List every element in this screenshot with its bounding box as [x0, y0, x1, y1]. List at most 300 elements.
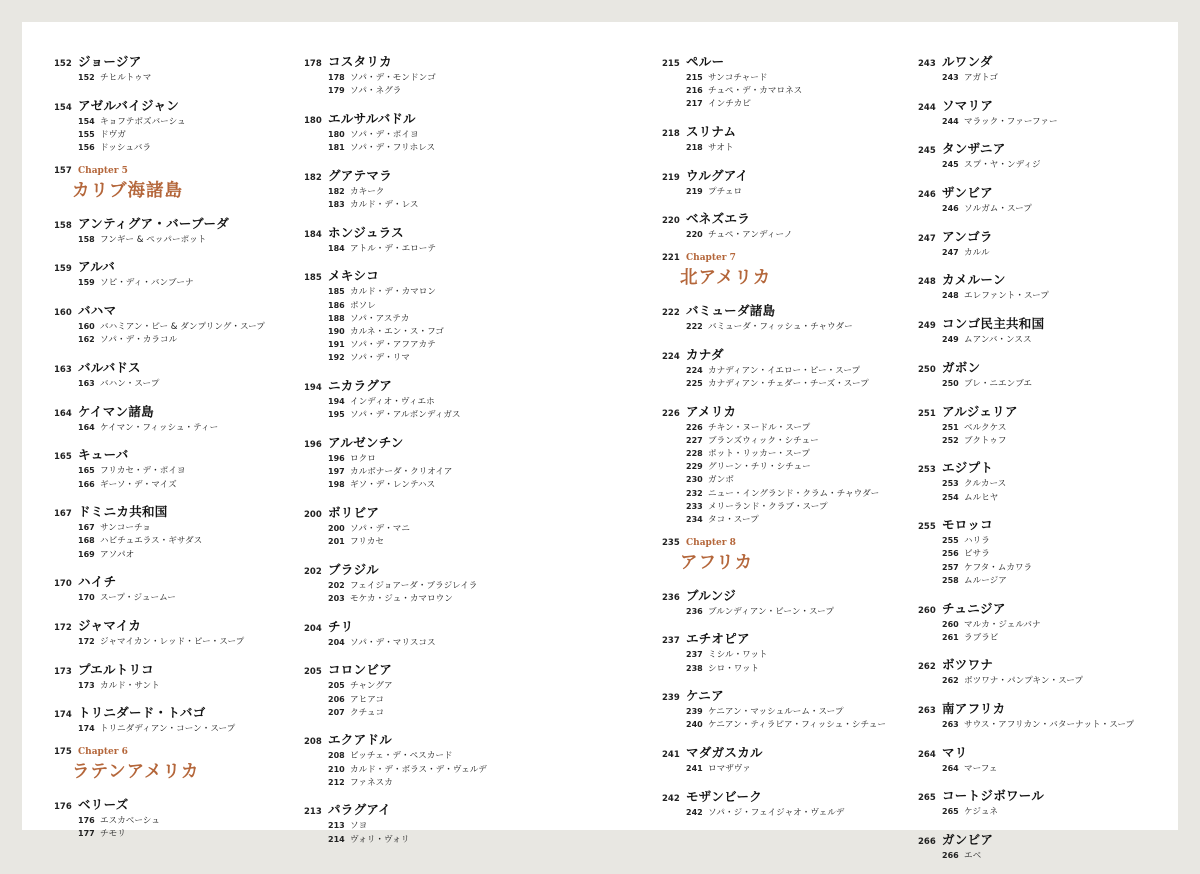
recipe-item[interactable] [304, 325, 564, 338]
recipe-name: カルネ・エン・ス・フゴ [350, 326, 444, 337]
country-page-number: 185 [304, 273, 322, 284]
country-row[interactable] [304, 617, 564, 636]
country-row[interactable] [304, 166, 564, 185]
recipe-page-number: 228 [686, 449, 703, 459]
recipe-item[interactable] [54, 141, 314, 154]
country-name: モロッコ [942, 517, 993, 533]
recipe-item[interactable] [304, 478, 564, 491]
country-row[interactable] [662, 743, 922, 762]
recipe-page-number: 185 [328, 287, 345, 297]
country-row[interactable] [918, 599, 1178, 618]
country-row[interactable] [918, 270, 1178, 289]
country-entry [54, 96, 314, 155]
recipe-page-number: 226 [686, 422, 703, 432]
recipe-item[interactable] [304, 351, 564, 364]
recipe-item[interactable] [918, 71, 1178, 84]
recipe-item[interactable] [54, 591, 314, 604]
country-entry [918, 139, 1178, 171]
country-name: ドミニカ共和国 [78, 504, 168, 520]
recipe-name: ハリラ [964, 536, 990, 547]
recipe-item[interactable] [54, 534, 314, 547]
recipe-page-number: 205 [328, 681, 345, 691]
recipe-page-number: 179 [328, 86, 345, 96]
country-row[interactable] [304, 503, 564, 522]
country-row[interactable] [54, 214, 314, 233]
country-entry [304, 617, 564, 649]
recipe-page-number: 173 [78, 680, 95, 690]
country-page-number: 164 [54, 408, 72, 419]
country-name: チュニジア [942, 600, 1006, 616]
recipe-item[interactable] [662, 364, 922, 377]
recipe-item[interactable] [918, 762, 1178, 775]
country-row[interactable] [662, 402, 922, 421]
chapter-page-number: 235 [662, 537, 680, 548]
country-row[interactable] [662, 586, 922, 605]
recipe-name: マーフェ [964, 763, 998, 774]
country-row[interactable] [54, 795, 314, 814]
country-row[interactable] [662, 52, 922, 71]
recipe-name: ニュー・イングランド・クラム・チャウダー [708, 488, 880, 499]
recipe-page-number: 219 [686, 186, 703, 196]
recipe-item[interactable] [54, 521, 314, 534]
recipe-name: ソヨ [350, 821, 368, 832]
country-entry [918, 830, 1178, 862]
country-row[interactable] [662, 122, 922, 141]
country-entry [662, 301, 922, 333]
recipe-item[interactable] [662, 705, 922, 718]
recipe-item[interactable] [304, 128, 564, 141]
recipe-item[interactable] [54, 320, 314, 333]
recipe-name: バハン・スープ [100, 379, 160, 389]
country-name: ケイマン諸島 [78, 403, 154, 419]
chapter-heading [54, 747, 314, 783]
country-entry [54, 214, 314, 246]
recipe-name: ドヴガ [100, 129, 126, 140]
country-row[interactable] [918, 786, 1178, 805]
recipe-name: グリーン・チリ・シチュー [708, 462, 811, 473]
country-entry [54, 445, 314, 490]
recipe-item[interactable] [662, 421, 922, 434]
recipe-page-number: 197 [328, 467, 345, 476]
country-page-number: 202 [304, 566, 322, 577]
country-row[interactable] [54, 257, 314, 276]
country-name: エクアドル [328, 732, 393, 748]
country-row[interactable] [304, 560, 564, 579]
country-entry [662, 122, 922, 154]
recipe-page-number: 256 [942, 549, 959, 559]
recipe-page-number: 225 [686, 379, 703, 388]
country-page-number: 163 [54, 365, 72, 375]
recipe-name: クチュコ [350, 707, 385, 718]
recipe-item[interactable] [662, 228, 922, 241]
recipe-item[interactable] [54, 679, 314, 692]
recipe-item[interactable] [304, 749, 564, 762]
recipe-page-number: 184 [328, 243, 345, 253]
country-entry [918, 96, 1178, 128]
country-entry [54, 795, 314, 840]
recipe-item[interactable] [662, 473, 922, 486]
country-row[interactable] [918, 830, 1178, 849]
country-page-number: 246 [918, 190, 936, 201]
country-row[interactable] [662, 166, 922, 185]
country-entry [304, 376, 564, 421]
recipe-name: クルカース [964, 479, 1007, 490]
country-name: モザンビーク [686, 788, 763, 804]
recipe-page-number: 213 [328, 821, 345, 831]
country-row[interactable] [662, 345, 922, 364]
country-row[interactable] [304, 800, 564, 819]
country-row[interactable] [54, 52, 314, 71]
recipe-page-number: 198 [328, 480, 345, 490]
recipe-item[interactable] [54, 333, 314, 346]
recipe-item[interactable] [54, 377, 314, 390]
recipe-item[interactable] [918, 631, 1178, 644]
country-row[interactable] [662, 301, 922, 320]
recipe-item[interactable] [918, 718, 1178, 731]
recipe-item[interactable] [54, 276, 314, 289]
recipe-item[interactable] [918, 246, 1178, 259]
country-page-number: 165 [54, 452, 72, 463]
recipe-page-number: 181 [328, 143, 345, 153]
country-row[interactable] [918, 227, 1178, 246]
recipe-page-number: 186 [328, 300, 345, 310]
recipe-item[interactable] [662, 185, 922, 198]
recipe-item[interactable] [304, 71, 564, 84]
recipe-page-number: 164 [78, 422, 95, 432]
recipe-item[interactable] [54, 71, 314, 84]
chapter-label: Chapter 5 [78, 165, 128, 176]
country-name: ザンビア [942, 185, 993, 201]
recipe-name: アトル・デ・エローテ [350, 243, 436, 254]
recipe-item[interactable] [918, 534, 1178, 547]
recipe-name: ソパ・デ・カラコル [100, 335, 178, 346]
recipe-page-number: 234 [686, 515, 703, 524]
recipe-item[interactable] [918, 377, 1178, 390]
country-name: ベネズエラ [686, 211, 751, 227]
recipe-item[interactable] [662, 460, 922, 473]
recipe-item[interactable] [54, 128, 314, 141]
recipe-item[interactable] [918, 561, 1178, 574]
recipe-item[interactable] [918, 547, 1178, 560]
country-row[interactable] [54, 358, 314, 377]
recipe-item[interactable] [304, 299, 564, 312]
country-row[interactable] [54, 402, 314, 421]
chapter-heading [54, 166, 314, 202]
country-row[interactable] [918, 52, 1178, 71]
country-row[interactable] [918, 743, 1178, 762]
country-page-number: 194 [304, 382, 322, 393]
recipe-item[interactable] [662, 97, 922, 110]
recipe-page-number: 222 [686, 322, 703, 332]
recipe-item[interactable] [918, 618, 1178, 631]
recipe-page-number: 162 [78, 335, 95, 345]
recipe-item[interactable] [304, 338, 564, 351]
recipe-item[interactable] [304, 819, 564, 832]
recipe-item[interactable] [662, 500, 922, 513]
country-page-number: 180 [304, 115, 322, 126]
recipe-page-number: 258 [942, 575, 959, 585]
recipe-name: タコ・スープ [708, 515, 759, 525]
recipe-item[interactable] [662, 662, 922, 675]
country-row[interactable] [918, 515, 1178, 534]
recipe-item[interactable] [662, 806, 922, 819]
country-row[interactable] [54, 502, 314, 521]
recipe-item[interactable] [304, 522, 564, 535]
recipe-item[interactable] [662, 487, 922, 500]
recipe-item[interactable] [54, 722, 314, 735]
recipe-page-number: 207 [328, 707, 345, 717]
country-row[interactable] [662, 787, 922, 806]
recipe-name: ケジュネ [964, 807, 999, 818]
recipe-page-number: 257 [942, 562, 959, 572]
recipe-item[interactable] [918, 202, 1178, 215]
country-row[interactable] [304, 223, 564, 242]
recipe-item[interactable] [918, 477, 1178, 490]
recipe-item[interactable] [304, 312, 564, 325]
recipe-page-number: 180 [328, 129, 345, 139]
recipe-item[interactable] [54, 464, 314, 477]
recipe-item[interactable] [918, 289, 1178, 302]
recipe-item[interactable] [304, 592, 564, 605]
country-entry [54, 301, 314, 346]
country-name: ルワンダ [942, 54, 993, 69]
country-entry [918, 515, 1178, 587]
recipe-item[interactable] [662, 447, 922, 460]
recipe-page-number: 208 [328, 751, 345, 761]
recipe-page-number: 218 [686, 143, 703, 153]
country-row[interactable] [918, 655, 1178, 674]
country-page-number: 170 [54, 579, 72, 590]
recipe-name: ベルクケス [964, 422, 1007, 433]
recipe-item[interactable] [304, 693, 564, 706]
recipe-name: ケフタ・ムカワラ [964, 562, 1033, 573]
recipe-item[interactable] [662, 84, 922, 97]
recipe-item[interactable] [54, 827, 314, 840]
recipe-page-number: 247 [942, 247, 959, 257]
country-row[interactable] [304, 266, 564, 285]
country-row[interactable] [54, 301, 314, 320]
country-row[interactable] [54, 660, 314, 679]
recipe-name: サンコチャード [708, 73, 768, 83]
country-name: カナダ [686, 346, 724, 362]
country-name: キューバ [78, 447, 129, 463]
country-entry [54, 358, 314, 390]
recipe-item[interactable] [304, 408, 564, 421]
recipe-name: フンギー & ペッパーポット [100, 234, 207, 245]
recipe-item[interactable] [662, 718, 922, 731]
recipe-item[interactable] [304, 242, 564, 255]
country-row[interactable] [54, 572, 314, 591]
country-row[interactable] [918, 139, 1178, 158]
recipe-page-number: 241 [686, 764, 703, 774]
recipe-item[interactable] [662, 320, 922, 333]
recipe-name: ラブラビ [964, 632, 999, 643]
recipe-item[interactable] [662, 648, 922, 661]
recipe-item[interactable] [662, 71, 922, 84]
recipe-name: ソパ・アステカ [350, 313, 410, 324]
country-entry [304, 266, 564, 364]
recipe-page-number: 190 [328, 326, 345, 336]
recipe-item[interactable] [304, 763, 564, 776]
recipe-name: アガトゴ [964, 73, 998, 83]
recipe-item[interactable] [662, 513, 922, 526]
recipe-item[interactable] [918, 434, 1178, 447]
recipe-name: チャングア [350, 681, 393, 692]
recipe-item[interactable] [304, 535, 564, 548]
chapter-label: Chapter 7 [686, 253, 736, 264]
recipe-page-number: 195 [328, 410, 345, 420]
country-row[interactable] [304, 52, 564, 71]
recipe-item[interactable] [54, 635, 314, 648]
recipe-name: ソパ・デ・アフアカテ [350, 340, 436, 351]
recipe-name: ケニアン・マッシュルーム・スープ [708, 707, 844, 718]
recipe-name: ソピ・ディ・バンブーナ [100, 278, 194, 289]
recipe-item[interactable] [304, 776, 564, 789]
index-column-3 [662, 52, 922, 831]
country-row[interactable] [304, 376, 564, 395]
recipe-item[interactable] [918, 115, 1178, 128]
recipe-item[interactable] [304, 198, 564, 211]
country-row[interactable] [54, 616, 314, 635]
recipe-name: ムルージア [964, 575, 1007, 586]
country-entry [304, 109, 564, 154]
recipe-item[interactable] [54, 478, 314, 491]
recipe-page-number: 261 [942, 632, 959, 642]
recipe-page-number: 188 [328, 313, 345, 323]
country-entry [662, 52, 922, 111]
country-row[interactable] [54, 96, 314, 115]
country-row[interactable] [918, 314, 1178, 333]
recipe-item[interactable] [918, 421, 1178, 434]
country-name: バミューダ諸島 [686, 303, 776, 319]
country-row[interactable] [662, 209, 922, 228]
recipe-page-number: 212 [328, 777, 345, 787]
recipe-name: シロ・ワット [708, 663, 760, 674]
recipe-item[interactable] [662, 434, 922, 447]
country-row[interactable] [54, 445, 314, 464]
country-page-number: 236 [662, 592, 680, 603]
recipe-page-number: 255 [942, 536, 959, 546]
country-entry [304, 660, 564, 719]
recipe-item[interactable] [918, 805, 1178, 818]
recipe-name: カナディアン・イエロー・ピー・スープ [708, 365, 861, 376]
recipe-page-number: 224 [686, 365, 703, 375]
recipe-item[interactable] [304, 84, 564, 97]
recipe-page-number: 204 [328, 637, 345, 647]
country-row[interactable] [918, 402, 1178, 421]
recipe-item[interactable] [918, 158, 1178, 171]
recipe-page-number: 177 [78, 829, 95, 839]
recipe-item[interactable] [304, 395, 564, 408]
country-entry [304, 730, 564, 789]
recipe-item[interactable] [662, 762, 922, 775]
country-page-number: 241 [662, 750, 680, 761]
chapter-page-number: 221 [662, 253, 680, 264]
recipe-name: フリカセ・デ・ポイヨ [100, 466, 186, 477]
recipe-item[interactable] [304, 833, 564, 846]
recipe-item[interactable] [918, 674, 1178, 687]
country-entry [304, 166, 564, 211]
recipe-name: インディオ・ヴィエホ [350, 396, 435, 407]
recipe-name: トリニダディアン・コーン・スープ [100, 724, 236, 735]
country-row[interactable] [304, 433, 564, 452]
recipe-name: ジャマイカン・レッド・ピー・スープ [100, 637, 245, 647]
country-name: エチオピア [686, 631, 750, 647]
recipe-item[interactable] [304, 465, 564, 478]
recipe-name: フェイジョアーダ・ブラジレイラ [350, 580, 478, 591]
recipe-item[interactable] [54, 115, 314, 128]
recipe-item[interactable] [918, 491, 1178, 504]
recipe-page-number: 249 [942, 335, 959, 345]
recipe-name: インチカピ [708, 99, 751, 110]
recipe-item[interactable] [304, 706, 564, 719]
country-row[interactable] [304, 730, 564, 749]
recipe-item[interactable] [304, 285, 564, 298]
country-entry [54, 402, 314, 434]
recipe-name: ビサラ [964, 549, 990, 560]
country-row[interactable] [662, 629, 922, 648]
recipe-item[interactable] [304, 579, 564, 592]
country-entry [918, 270, 1178, 302]
recipe-page-number: 215 [686, 73, 703, 82]
country-row[interactable] [918, 358, 1178, 377]
recipe-item[interactable] [662, 605, 922, 618]
country-page-number: 178 [304, 59, 322, 69]
country-row[interactable] [918, 96, 1178, 115]
country-entry [662, 743, 922, 775]
recipe-item[interactable] [304, 636, 564, 649]
recipe-item[interactable] [918, 333, 1178, 346]
country-name: ボツワナ [942, 657, 994, 673]
country-row[interactable] [918, 699, 1178, 718]
recipe-item[interactable] [662, 377, 922, 390]
country-row[interactable] [304, 660, 564, 679]
recipe-name: マルカ・ジェルバナ [964, 619, 1041, 630]
recipe-item[interactable] [54, 814, 314, 827]
recipe-name: ビッチェ・デ・ペスカード [350, 751, 453, 762]
recipe-item[interactable] [54, 421, 314, 434]
country-row[interactable] [918, 458, 1178, 477]
recipe-page-number: 266 [942, 851, 959, 861]
chapter-heading [662, 538, 922, 574]
recipe-item[interactable] [304, 141, 564, 154]
recipe-item[interactable] [54, 548, 314, 561]
country-row[interactable] [304, 109, 564, 128]
recipe-page-number: 152 [78, 73, 95, 82]
country-row[interactable] [54, 703, 314, 722]
recipe-item[interactable] [304, 185, 564, 198]
recipe-item[interactable] [918, 849, 1178, 862]
recipe-name: ソパ・ネグラ [350, 86, 402, 97]
recipe-item[interactable] [662, 141, 922, 154]
recipe-item[interactable] [304, 679, 564, 692]
recipe-item[interactable] [918, 574, 1178, 587]
country-row[interactable] [918, 183, 1178, 202]
recipe-item[interactable] [54, 233, 314, 246]
country-entry [54, 502, 314, 561]
country-page-number: 266 [918, 837, 936, 848]
country-page-number: 239 [662, 693, 680, 704]
country-name: ガンビア [942, 832, 994, 848]
recipe-page-number: 156 [78, 143, 95, 153]
recipe-page-number: 233 [686, 501, 703, 511]
country-page-number: 265 [918, 793, 936, 804]
recipe-item[interactable] [304, 452, 564, 465]
country-page-number: 154 [54, 102, 72, 113]
recipe-page-number: 239 [686, 707, 703, 717]
country-row[interactable] [662, 686, 922, 705]
recipe-name: カナディアン・チェダー・チーズ・スープ [708, 379, 869, 389]
